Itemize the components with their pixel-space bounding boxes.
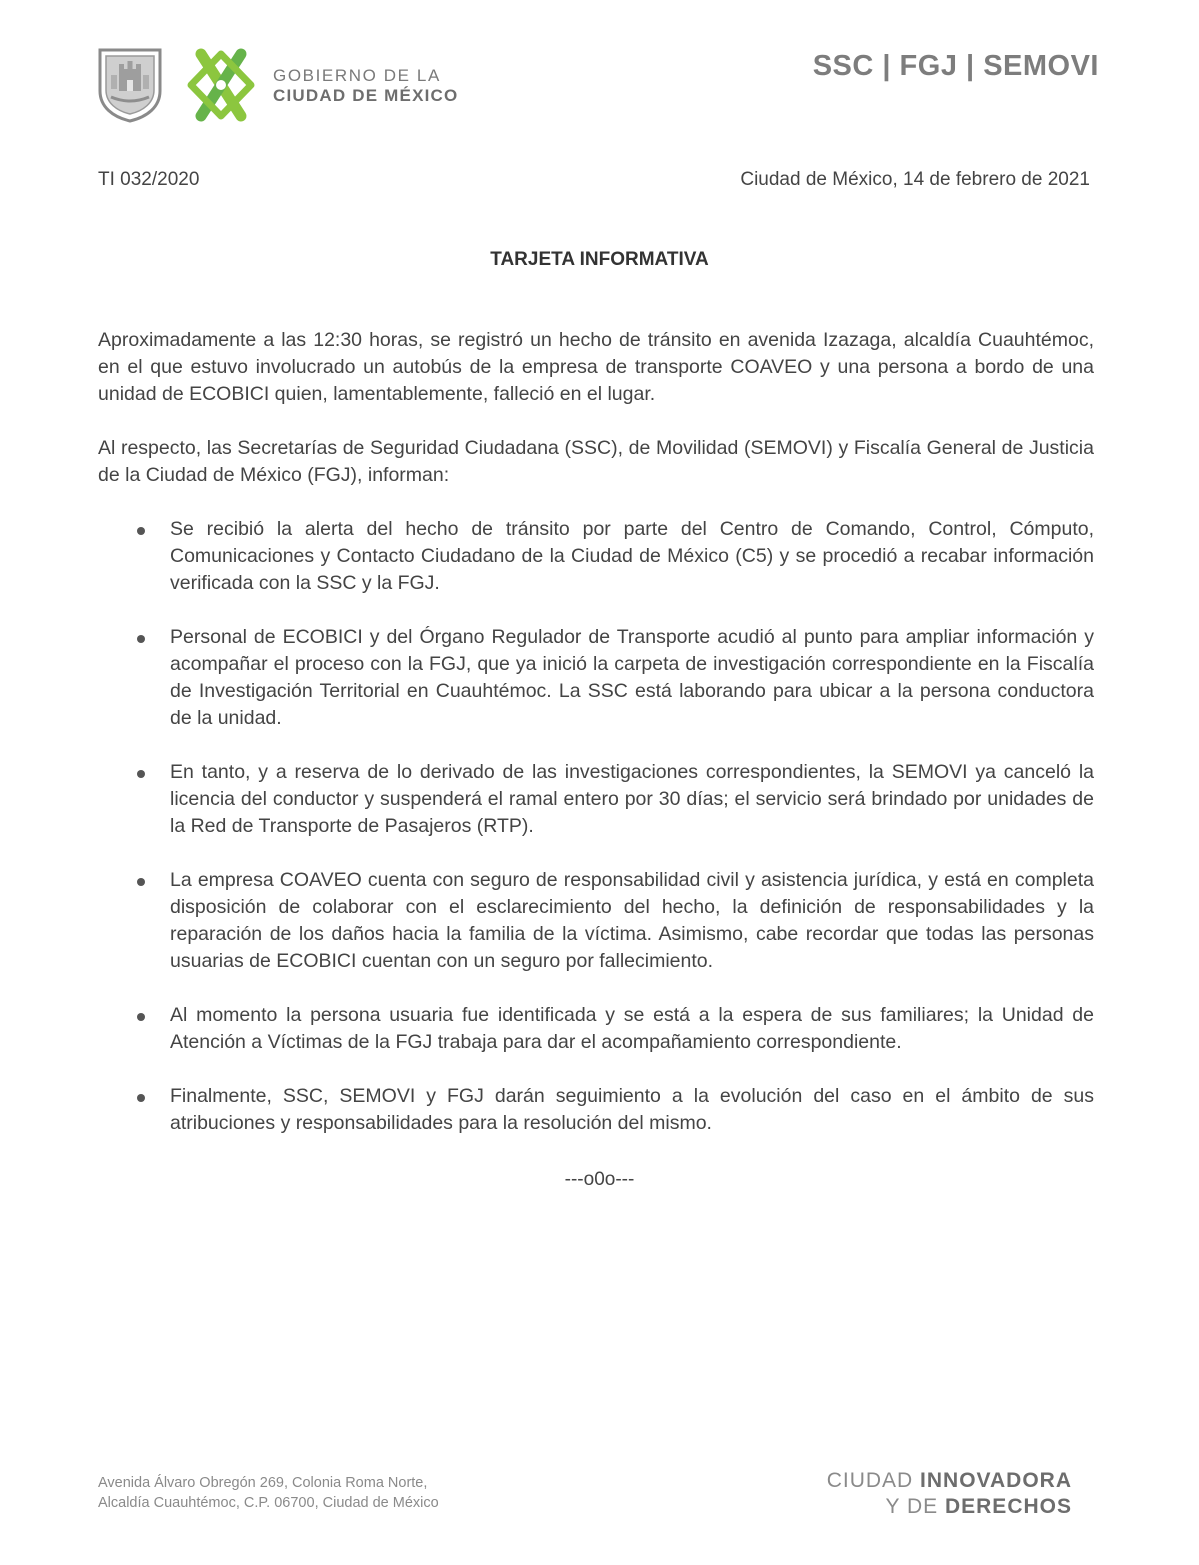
bullet-icon: [137, 1013, 145, 1021]
slogan-line1: [827, 1468, 1072, 1494]
closing-mark: ---o0o---: [564, 1169, 635, 1190]
slogan-line2-bold: DERECHOS: [944, 1495, 1072, 1518]
document-body: [98, 327, 1094, 1164]
footer-slogan: [827, 1468, 1072, 1520]
bullet-list: [98, 516, 1094, 1137]
list-item: [98, 759, 1094, 840]
list-item-text: Se recibió la alerta del hecho de tránsito por parte del Centro de Comando, Control, Cómputo, Comunicaciones y Contacto Ciudadano de la Ciudad de México (C5) y se procedió a recabar información verificada con la SSC y la FGJ.: [170, 518, 1094, 594]
list-item: [98, 867, 1094, 975]
list-item: [98, 1002, 1094, 1056]
bullet-icon: [137, 527, 145, 535]
list-item-text: La empresa COAVEO cuenta con seguro de responsabilidad civil y asistencia jurídica, y está en completa disposición de colaborar con el esclarecimiento del hecho, la definición de responsabilidades y la reparación de los daños hacia la familia de la víctima. Asimismo, cabe recordar que todas las personas usuarias de ECOBICI cuentan con un seguro por fallecimiento.: [170, 869, 1094, 972]
list-item-text: Finalmente, SSC, SEMOVI y FGJ darán seguimiento a la evolución del caso en el ámbito de sus atribuciones y responsabilidades para la resolución del mismo.: [170, 1085, 1094, 1134]
slogan-line1-light: CIUDAD: [826, 1469, 921, 1492]
cdmx-logo-icon: [183, 42, 259, 128]
list-item-text: Personal de ECOBICI y del Órgano Regulador de Transporte acudió al punto para ampliar información y acompañar el proceso con la FGJ, que ya inició la carpeta de investigación correspondiente en la Fiscalía de Investigación Territorial en Cuauhtémoc. La SSC está laborando para ubicar a la persona conductora de la unidad.: [170, 626, 1094, 729]
government-name-line2: CIUDAD DE MÉXICO: [273, 86, 459, 105]
paragraph-intro: Aproximadamente a las 12:30 horas, se registró un hecho de tránsito en avenida Izazaga, alcaldía Cuauhtémoc, en el que estuvo involucrado un autobús de la empresa de transporte COAVEO y una persona a bordo de una unidad de ECOBICI quien, lamentablemente, falleció en el lugar.: [98, 329, 1094, 405]
footer-address-line2: Alcaldía Cuauhtémoc, C.P. 06700, Ciudad de México: [98, 1495, 439, 1511]
bullet-icon: [137, 770, 145, 778]
government-name-line1: GOBIERNO DE LA: [273, 66, 441, 85]
page-title: TARJETA INFORMATIVA: [490, 249, 709, 270]
coat-of-arms-icon: [97, 47, 163, 123]
slogan-line2: [827, 1494, 1072, 1520]
document-date: Ciudad de México, 14 de febrero de 2021: [740, 169, 1090, 190]
paragraph-statement: Al respecto, las Secretarías de Seguridad Ciudadana (SSC), de Movilidad (SEMOVI) y Fiscalía General de Justicia de la Ciudad de México (FGJ), informan:: [98, 437, 1094, 486]
bullet-icon: [137, 878, 145, 886]
slogan-line1-bold: INNOVADORA: [920, 1469, 1072, 1492]
reference-number: TI 032/2020: [98, 169, 200, 190]
list-item: [98, 1083, 1094, 1137]
bullet-icon: [137, 1094, 145, 1102]
list-item: [98, 624, 1094, 732]
bullet-icon: [137, 635, 145, 643]
footer-address-line1: Avenida Álvaro Obregón 269, Colonia Roma Norte,: [98, 1475, 428, 1491]
agencies-header: SSC | FGJ | SEMOVI: [812, 50, 1099, 82]
list-item-text: Al momento la persona usuaria fue identificada y se está a la espera de sus familiares; la Unidad de Atención a Víctimas de la FGJ trabaja para dar el acompañamiento correspondiente.: [170, 1004, 1094, 1053]
list-item-text: En tanto, y a reserva de lo derivado de las investigaciones correspondientes, la SEMOVI ya canceló la licencia del conductor y suspenderá el ramal entero por 30 días; el servicio será brindado por unidades de la Red de Transporte de Pasajeros (RTP).: [170, 761, 1094, 837]
slogan-line2-light: Y DE: [885, 1495, 945, 1518]
list-item: [98, 516, 1094, 597]
